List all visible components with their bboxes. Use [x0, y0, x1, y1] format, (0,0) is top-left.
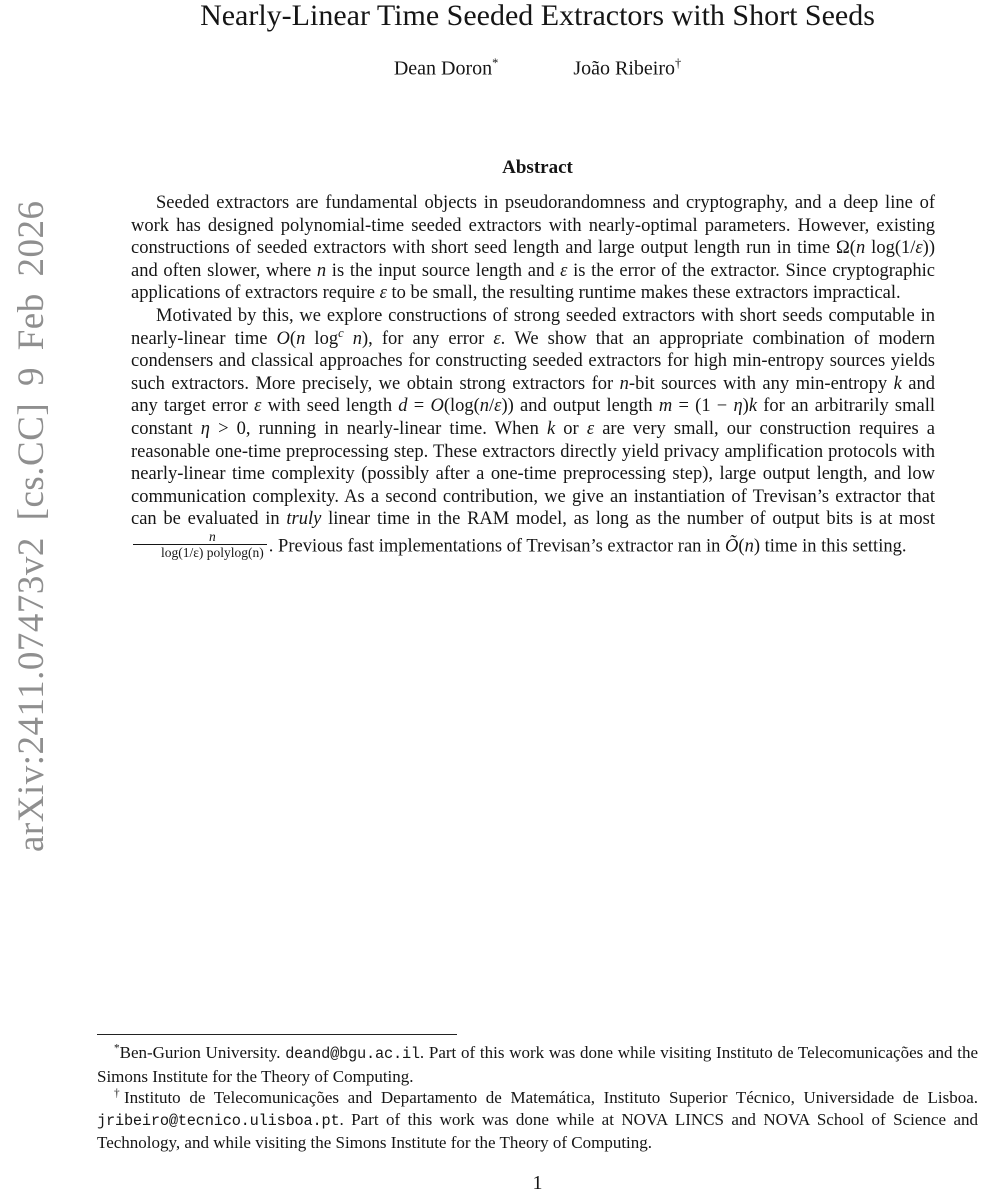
abstract-heading: Abstract: [502, 157, 573, 178]
author-footnote-mark: *: [492, 56, 499, 70]
author: [394, 56, 499, 81]
abstract-paragraph: Motivated by this, we explore constructions of strong seeded extractors with short seeds computable in nearly-linear time O(n $\log^c n$), for any error ε. We show that an appropriate combination of modern condensers and classical approaches for constructing seeded extractors for high min-entropy sources yields such extractors. More precisely, we obtain strong extractors for n-bit sources with any min-entropy k and any target error ε with seed length d = O(log(n/ε)) and output length m = (1 − η)k for an arbitrarily small constant η > 0, running in nearly-linear time. When k or ε are very small, our construction requires a reasonable one-time preprocessing step. These extractors directly yield privacy amplification protocols with nearly-linear time complexity (possibly after a one-time preprocessing step), large output length, and low communication complexity. As a second contribution, we give an instantiation of Trevisan’s extractor that can be evaluated in truly linear time in the RAM model, as long as the number of output bits is at most $\frac{n}{\text{log(1/ε) polylog(n)}}$ . Previous fast implementations of Trevisan’s extractor ran in Õ(n) time in this setting.: [131, 305, 936, 561]
abstract-paragraph: Seeded extractors are fundamental objects in pseudorandomness and cryptography, and a deep line of work has designed polynomial-time seeded extractors with nearly-optimal parameters. However, existing constructions of seeded extractors with short seed length and large output length run in time Ω(n log(1/ε)) and often slower, where n is the input source length and ε is the error of the extractor. Since cryptographic applications of extractors require ε to be small, the resulting runtime makes these extractors impractical.: [131, 193, 935, 304]
paper-title: Nearly-Linear Time Seeded Extractors with Short Seeds: [200, 0, 875, 32]
author-footnote-mark: †: [674, 56, 682, 70]
author: [573, 56, 681, 81]
footnote-block: [97, 1034, 978, 1154]
author-name: Dean Doron: [393, 57, 493, 80]
page-number: 1: [532, 1172, 543, 1194]
footnote-rule: [97, 1034, 457, 1035]
author-list: [97, 56, 978, 81]
footnote: *Ben-Gurion University. deand@bgu.ac.il. Part of this work was done while visiting Instituto de Telecomunicações and the Simons Institute for the Theory of Computing.: [97, 1042, 979, 1086]
footnote: †Instituto de Telecomunicações and Departamento de Matemática, Instituto Superior Técnico, Universidade de Lisboa. jribeiro@tecnico.ulisboa.pt. Part of this work was done while at NOVA LINCS and NOVA School of Science and Technology, and while visiting the Simons Institute for the Theory of Computing.: [97, 1087, 978, 1152]
author-name: João Ribeiro: [573, 57, 675, 80]
abstract-section: [131, 192, 935, 563]
arxiv-watermark: arXiv:2411.07473v2 [cs.CC] 9 Feb 2026: [11, 200, 52, 852]
math-fraction: $\frac{n}{\text{log(1/ε) polylog(n)}}$: [133, 529, 267, 561]
